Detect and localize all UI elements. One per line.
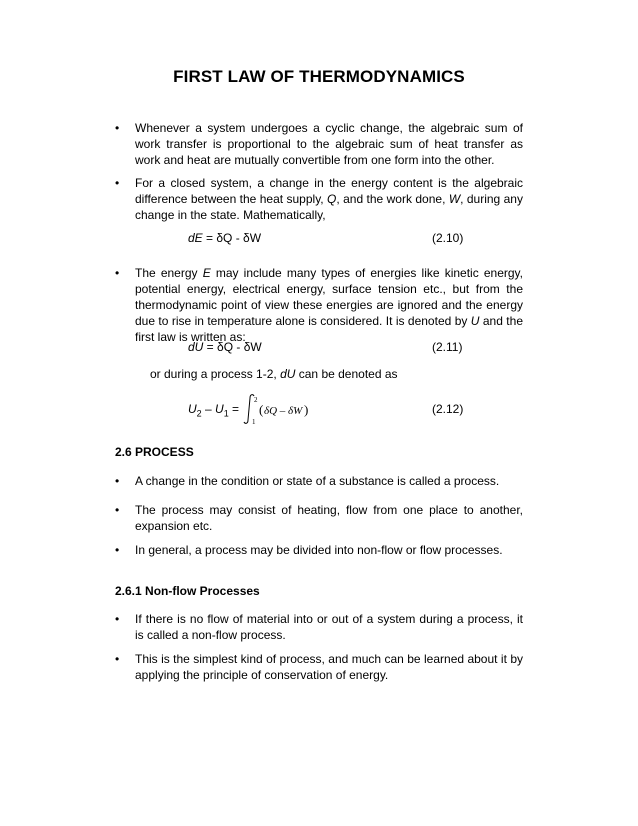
- list-item: This is the simplest kind of process, and much can be learned about it by applying the principle of conservation of energy.: [135, 652, 523, 682]
- bullet-marker: •: [115, 176, 120, 190]
- list-item: If there is no flow of material into or out of a system during a process, it is called a non-flow process.: [135, 612, 523, 642]
- section-heading-2-6-1: 2.6.1 Non-flow Processes: [115, 584, 260, 598]
- equation-2-12-lhs: $U_2 - U_1$ =: [188, 402, 240, 419]
- process-line: or during a process 1-2, dU can be denoted as: [150, 367, 398, 381]
- bullet-marker: •: [115, 543, 120, 557]
- bullet-marker: •: [115, 612, 120, 626]
- bullet-marker: •: [115, 652, 120, 666]
- integral-expression: [242, 393, 312, 425]
- paragraph-energy-types: The energy E may include many types of energies like kinetic energy, potential energy, electrical energy, surface tension etc., but from the thermodynamic point of view these energies are ignored and the energy due to rise in temperature alone is considered. It is denoted by U and the first law is written as:: [135, 266, 524, 344]
- bullet-marker: •: [115, 121, 120, 135]
- bullet-marker: •: [115, 474, 120, 488]
- equation-number: (2.12): [432, 402, 464, 416]
- paren-close: ): [304, 402, 309, 417]
- page-title: FIRST LAW OF THERMODYNAMICS: [173, 67, 465, 86]
- list-item: A change in the condition or state of a substance is called a process.: [135, 474, 500, 488]
- section-heading-2-6: 2.6 PROCESS: [115, 445, 194, 459]
- paragraph-closed-system: For a closed system, a change in the energy content is the algebraic difference between the heat supply, Q, and the work done, W, during any change in the state. Mathematically,: [135, 176, 523, 222]
- integrand: δQ – δW: [264, 405, 303, 417]
- equation-2-11: dU = δQ - δW: [188, 340, 262, 354]
- list-item: In general, a process may be divided into non-flow or flow processes.: [135, 543, 503, 557]
- equation-2-10: dE = δQ - δW: [188, 231, 262, 245]
- paragraph-cyclic-change: Whenever a system undergoes a cyclic change, the algebraic sum of work transfer is proportional to the algebraic sum of heat transfer as work and heat are mutually convertible from one form into the other.: [135, 121, 523, 167]
- equation-number: (2.10): [432, 231, 464, 245]
- integral-lower-limit: 1: [252, 418, 256, 425]
- bullet-marker: •: [115, 503, 120, 517]
- bullet-marker: •: [115, 266, 120, 280]
- list-item: The process may consist of heating, flow from one place to another, expansion etc.: [135, 503, 523, 533]
- integral-upper-limit: 2: [254, 396, 258, 404]
- equation-number: (2.11): [432, 340, 463, 354]
- paren-open: (: [259, 402, 264, 417]
